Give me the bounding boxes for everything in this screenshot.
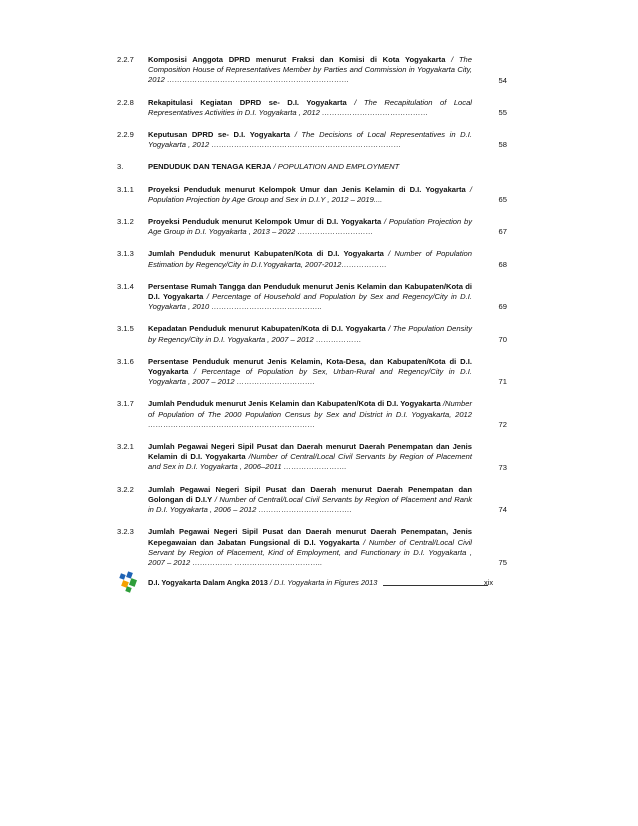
toc-entry-page: 67 [498, 227, 507, 237]
footer-title-english: / D.I. Yogyakarta in Figures 2013 [269, 578, 378, 587]
toc-entry[interactable] [117, 357, 507, 388]
toc-entry-page: 69 [498, 302, 507, 312]
toc-entry-title-english: / The Decisions of Local Representatives in D.I. Yogyakarta , 2012 ………………………………………………………………… [148, 130, 472, 150]
toc-entry-title-indonesian: Rekapitulasi Kegiatan DPRD se- D.I. Yogyakarta [148, 97, 347, 107]
toc-entry[interactable] [117, 162, 507, 172]
toc-entry-page: 74 [498, 505, 507, 515]
toc-entry-title-indonesian: Jumlah Penduduk menurut Kabupaten/Kota di D.I. Yogyakarta [148, 249, 384, 259]
table-of-contents [117, 55, 507, 580]
toc-entry[interactable] [117, 399, 507, 430]
toc-entry-page: 58 [498, 140, 507, 150]
footer-rule [383, 585, 488, 586]
toc-entry-title [148, 485, 472, 516]
toc-entry-title-indonesian: Keputusan DPRD se- D.I. Yogyakarta [148, 130, 291, 140]
toc-entry-page: 65 [498, 195, 507, 205]
toc-entry-title [148, 185, 472, 205]
toc-entry[interactable] [117, 217, 507, 237]
toc-entry-number: 3.2.3 [117, 527, 134, 537]
toc-entry[interactable] [117, 282, 507, 313]
toc-entry-title-indonesian: Proyeksi Penduduk menurut Kelompok Umur dan Jenis Kelamin di D.I. Yogyakarta [148, 184, 466, 194]
toc-entry[interactable] [117, 130, 507, 150]
toc-entry-title-english: / Population Projection by Age Group and Sex in D.I.Y , 2012 – 2019.... [148, 184, 472, 204]
toc-entry-page: 70 [498, 334, 507, 344]
toc-entry-title-english: / POPULATION AND EMPLOYMENT [273, 162, 400, 172]
toc-entry-number: 3.1.6 [117, 356, 134, 366]
toc-entry-title-english: / Population Projection by Age Group in D.I. Yogyakarta , 2013 – 2022 ………………………… [148, 217, 472, 237]
toc-entry-title [148, 217, 472, 237]
toc-entry-title [148, 324, 472, 344]
toc-entry-title-english: /Number of Population of The 2000 Population Census by Sex and District in D.I. Yogyakarta, 2012 ………………………………………………………… [148, 399, 472, 429]
toc-entry-title [148, 357, 472, 388]
toc-entry-page: 71 [498, 377, 507, 387]
toc-entry-number: 3.1.5 [117, 324, 134, 334]
toc-entry-number: 3.1.1 [117, 184, 134, 194]
toc-entry-page: 73 [498, 462, 507, 472]
toc-entry-number: 3.2.1 [117, 442, 134, 452]
toc-entry-title-english: / Percentage of Household and Population by Sex and Regency/City in D.I. Yogyakarta , 2010 …………………………………….. [148, 292, 472, 312]
footer-title-bold: D.I. Yogyakarta Dalam Angka 2013 [148, 578, 268, 587]
toc-entry[interactable] [117, 442, 507, 473]
toc-entry-title [148, 249, 472, 269]
page-number: xix [484, 578, 494, 587]
toc-entry-number: 3.1.7 [117, 399, 134, 409]
toc-entry-number: 2.2.9 [117, 130, 134, 140]
toc-entry-title-english: / Number of Central/Local Civil Servants by Region of Placement and Rank in D.I. Yogyakarta , 2006 – 2012 ………………………………. [148, 494, 472, 515]
toc-entry-title-english: /Number of Central/Local Civil Servants by Region of Placement and Sex in D.I. Yogyakarta , 2006–2011 ……………………. [148, 452, 472, 472]
toc-entry-title-indonesian: Komposisi Anggota DPRD menurut Fraksi dan Komisi di Kota Yogyakarta [148, 55, 446, 64]
toc-entry-title-english: / Percentage of Population by Sex, Urban-Rural and Regency/City in D.I. Yogyakarta , 2007 – 2012 …………………………. [148, 367, 472, 387]
toc-entry-title-indonesian: Persentase Penduduk menurut Jenis Kelamin, Kota-Desa, dan Kabupaten/Kota di D.I. Yogyakarta [148, 356, 472, 377]
toc-entry-title [148, 282, 472, 313]
toc-entry-number: 3.1.3 [117, 249, 134, 259]
toc-entry[interactable] [117, 324, 507, 344]
toc-entry-title-indonesian: Kepadatan Penduduk menurut Kabupaten/Kota di D.I. Yogyakarta [148, 324, 386, 334]
toc-entry-number: 3.1.4 [117, 281, 134, 291]
toc-entry-page: 68 [498, 259, 507, 269]
footer-title [148, 578, 488, 587]
bps-logo-icon [118, 570, 142, 594]
toc-entry-title [148, 162, 472, 172]
toc-entry-title [148, 130, 472, 150]
toc-entry-title-english: / The Recapitulation of Local Representatives Activities in D.I. Yogyakarta , 2012 …………………………………… [148, 97, 472, 117]
toc-entry-title-indonesian: PENDUDUK DAN TENAGA KERJA [148, 162, 272, 172]
toc-entry-title [148, 399, 472, 430]
toc-entry-number: 2.2.7 [117, 55, 134, 64]
toc-entry-title-english: / The Population Density by Regency/City in D.I. Yogyakarta , 2007 – 2012 ……………… [148, 324, 472, 344]
toc-entry[interactable] [117, 527, 507, 568]
toc-entry-title-indonesian: Jumlah Pegawai Negeri Sipil Pusat dan Daerah menurut Daerah Penempatan, Jenis Kepegawaian dan Jabatan Fungsional di D.I. Yogyakarta [148, 527, 472, 547]
toc-entry-page: 72 [498, 420, 507, 430]
toc-entry-page: 75 [498, 558, 507, 568]
toc-entry-number: 3.1.2 [117, 217, 134, 227]
toc-entry-page: 55 [498, 108, 507, 118]
page-footer [118, 570, 513, 594]
toc-entry-title-indonesian: Jumlah Penduduk menurut Jenis Kelamin dan Kabupaten/Kota di D.I. Yogyakarta [148, 399, 441, 409]
toc-entry-title-english: / The Composition House of Representatives Member by Parties and Commission in Yogyakarta City, 2012 ……………………………………………………………… [148, 55, 472, 85]
toc-entry-number: 3. [117, 162, 124, 172]
toc-entry-title [148, 55, 472, 86]
toc-entry-title-indonesian: Persentase Rumah Tangga dan Penduduk menurut Jenis Kelamin dan Kabupaten/Kota di D.I. Yogyakarta [148, 281, 472, 302]
toc-entry[interactable] [117, 55, 507, 86]
toc-entry-title-indonesian: Jumlah Pegawai Negeri Sipil Pusat dan Daerah menurut Daerah Penempatan dan Jenis Kelamin di D.I. Yogyakarta [148, 442, 472, 462]
toc-entry-title-english: / Number of Population Estimation by Regency/City in D.I.Yogyakarta, 2007-2012……………… [148, 249, 472, 269]
toc-entry[interactable] [117, 249, 507, 269]
toc-entry-title [148, 527, 472, 568]
toc-entry-title-indonesian: Proyeksi Penduduk menurut Kelompok Umur di D.I. Yogyakarta [148, 217, 382, 227]
toc-entry-title [148, 442, 472, 473]
toc-entry-number: 2.2.8 [117, 97, 134, 107]
toc-entry[interactable] [117, 185, 507, 205]
toc-entry-number: 3.2.2 [117, 484, 134, 494]
toc-entry-title-indonesian: Jumlah Pegawai Negeri Sipil Pusat dan Daerah menurut Daerah Penempatan dan Golongan di D.I.Y [148, 484, 472, 504]
toc-entry[interactable] [117, 98, 507, 118]
toc-entry-title [148, 98, 472, 118]
toc-entry-page: 54 [498, 75, 507, 85]
toc-entry[interactable] [117, 485, 507, 516]
toc-entry-title-english: / Number of Central/Local Civil Servant by Region of Placement, Kind of Employment, and Functionary in D.I. Yogyakarta , 2007 – 2012 ……………. …………………………….. [148, 537, 472, 567]
